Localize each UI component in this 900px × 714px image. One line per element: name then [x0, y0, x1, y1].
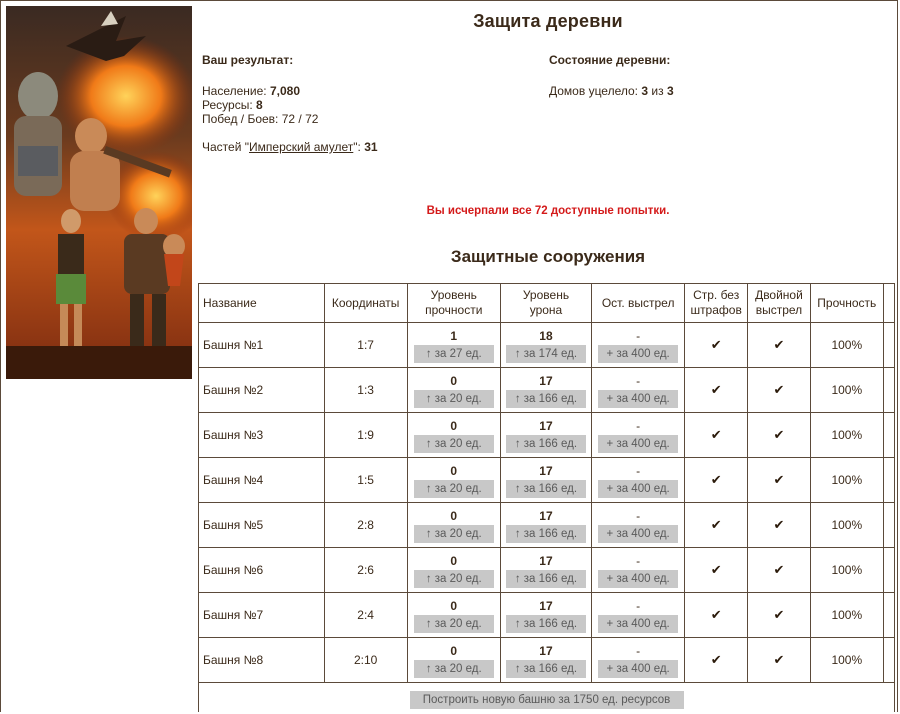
tower-no-penalty-cell [685, 638, 748, 683]
checkmark-icon: ✔ [773, 562, 785, 577]
col-spacer [883, 284, 894, 323]
village-panel [549, 53, 869, 98]
main-content [198, 1, 898, 706]
resources-value: 8 [256, 98, 263, 112]
amulet-suffix: ": [353, 140, 361, 154]
col-strength: Прочность [810, 284, 883, 323]
tower-durability-cell [407, 323, 500, 368]
buy-last-shot-button[interactable]: + за 400 ед. [598, 615, 678, 633]
checkmark-icon: ✔ [710, 337, 722, 352]
stats-section [198, 35, 898, 185]
tower-durability-cell [407, 593, 500, 638]
checkmark-icon: ✔ [773, 382, 785, 397]
tower-last-shot-cell [592, 593, 685, 638]
row-spacer [883, 638, 894, 683]
tower-last-shot-value: - [636, 553, 641, 568]
col-durability-1: Уровень [430, 288, 477, 302]
result-panel [202, 53, 522, 154]
tower-damage-level: 17 [539, 553, 553, 568]
tower-durability-cell [407, 368, 500, 413]
col-damage [500, 284, 591, 323]
buy-last-shot-button[interactable]: + за 400 ед. [598, 660, 678, 678]
checkmark-icon: ✔ [710, 652, 722, 667]
tower-strength: 100% [810, 323, 883, 368]
upgrade-damage-button[interactable]: ↑ за 166 ед. [506, 480, 586, 498]
upgrade-damage-button[interactable]: ↑ за 166 ед. [506, 435, 586, 453]
tower-last-shot-value: - [636, 643, 641, 658]
tower-coords: 2:8 [324, 503, 407, 548]
attempts-warning: Вы исчерпали все 72 доступные попытки. [426, 205, 670, 217]
tower-last-shot-value: - [636, 418, 641, 433]
warriors-artwork [6, 6, 192, 379]
tower-no-penalty-cell [685, 413, 748, 458]
tower-damage-cell [500, 323, 591, 368]
upgrade-durability-button[interactable]: ↑ за 20 ед. [414, 480, 494, 498]
tower-coords: 1:5 [324, 458, 407, 503]
wins-label: Побед / Боев: [202, 112, 279, 126]
tower-durability-cell [407, 503, 500, 548]
tower-strength: 100% [810, 593, 883, 638]
upgrade-damage-button[interactable]: ↑ за 166 ед. [506, 390, 586, 408]
row-spacer [883, 323, 894, 368]
col-durability [407, 284, 500, 323]
col-damage-1: Уровень [522, 288, 570, 302]
checkmark-icon: ✔ [773, 652, 785, 667]
result-header: Ваш результат: [202, 53, 294, 67]
checkmark-icon: ✔ [710, 427, 722, 442]
tower-last-shot-value: - [636, 463, 641, 478]
tower-durability-cell [407, 413, 500, 458]
buy-last-shot-button[interactable]: + за 400 ед. [598, 480, 678, 498]
col-double-shot-1: Двойной [755, 288, 803, 302]
tower-name: Башня №6 [199, 548, 325, 593]
build-cell [199, 683, 895, 713]
page-title: Защита деревни [473, 11, 623, 31]
tower-strength: 100% [810, 548, 883, 593]
tower-double-shot-cell [748, 323, 811, 368]
col-durability-2: прочности [425, 303, 483, 317]
upgrade-durability-button[interactable]: ↑ за 20 ед. [414, 615, 494, 633]
tower-no-penalty-cell [685, 368, 748, 413]
houses-sep: из [651, 84, 664, 98]
amulet-prefix: Частей " [202, 140, 250, 154]
upgrade-durability-button[interactable]: ↑ за 20 ед. [414, 390, 494, 408]
buy-last-shot-button[interactable]: + за 400 ед. [598, 390, 678, 408]
upgrade-durability-button[interactable]: ↑ за 27 ед. [414, 345, 494, 363]
col-no-penalty-1: Стр. без [693, 288, 740, 302]
amulet-parts-line [202, 140, 522, 154]
tower-double-shot-cell [748, 638, 811, 683]
col-no-penalty-2: штрафов [690, 303, 742, 317]
tower-durability-level: 0 [450, 553, 458, 568]
col-double-shot [748, 284, 811, 323]
checkmark-icon: ✔ [710, 562, 722, 577]
houses-line [549, 84, 869, 98]
checkmark-icon: ✔ [710, 517, 722, 532]
row-spacer [883, 458, 894, 503]
tower-last-shot-value: - [636, 508, 641, 523]
tower-last-shot-value: - [636, 598, 641, 613]
tower-damage-cell [500, 548, 591, 593]
row-spacer [883, 368, 894, 413]
tower-strength: 100% [810, 458, 883, 503]
tower-no-penalty-cell [685, 458, 748, 503]
tower-durability-cell [407, 548, 500, 593]
tower-name: Башня №2 [199, 368, 325, 413]
tower-last-shot-cell [592, 548, 685, 593]
tower-strength: 100% [810, 503, 883, 548]
row-spacer [883, 413, 894, 458]
tower-last-shot-cell [592, 413, 685, 458]
tower-coords: 2:6 [324, 548, 407, 593]
checkmark-icon: ✔ [773, 472, 785, 487]
tower-double-shot-cell [748, 548, 811, 593]
tower-strength: 100% [810, 368, 883, 413]
row-spacer [883, 548, 894, 593]
upgrade-damage-button[interactable]: ↑ за 166 ед. [506, 660, 586, 678]
tower-coords: 2:4 [324, 593, 407, 638]
tower-damage-level: 18 [539, 328, 553, 343]
table-row [199, 323, 895, 368]
tower-durability-level: 1 [450, 328, 458, 343]
tower-durability-level: 0 [450, 373, 458, 388]
towers-body [199, 323, 895, 683]
tower-coords: 2:10 [324, 638, 407, 683]
build-row [199, 683, 895, 713]
table-row [199, 458, 895, 503]
table-row [199, 593, 895, 638]
tower-durability-level: 0 [450, 643, 458, 658]
row-spacer [883, 593, 894, 638]
tower-last-shot-cell [592, 368, 685, 413]
col-coords: Координаты [324, 284, 407, 323]
houses-total: 3 [666, 84, 674, 98]
upgrade-damage-button[interactable]: ↑ за 166 ед. [506, 525, 586, 543]
table-header-row [199, 284, 895, 323]
tower-damage-cell [500, 413, 591, 458]
tower-no-penalty-cell [685, 548, 748, 593]
upgrade-durability-button[interactable]: ↑ за 20 ед. [414, 435, 494, 453]
checkmark-icon: ✔ [773, 427, 785, 442]
upgrade-damage-button[interactable]: ↑ за 166 ед. [506, 615, 586, 633]
row-spacer [883, 503, 894, 548]
buy-last-shot-button[interactable]: + за 400 ед. [598, 345, 678, 363]
tower-name: Башня №8 [199, 638, 325, 683]
tower-damage-level: 17 [539, 373, 553, 388]
col-double-shot-2: выстрел [755, 303, 803, 317]
tower-coords: 1:9 [324, 413, 407, 458]
tower-name: Башня №4 [199, 458, 325, 503]
tower-strength: 100% [810, 413, 883, 458]
upgrade-durability-button[interactable]: ↑ за 20 ед. [414, 660, 494, 678]
wins-line [202, 112, 522, 126]
tower-durability-level: 0 [450, 598, 458, 613]
tower-double-shot-cell [748, 368, 811, 413]
table-row [199, 413, 895, 458]
tower-durability-level: 0 [450, 508, 458, 523]
tower-damage-level: 17 [539, 463, 553, 478]
upgrade-damage-button[interactable]: ↑ за 166 ед. [506, 570, 586, 588]
tower-name: Башня №3 [199, 413, 325, 458]
tower-name: Башня №5 [199, 503, 325, 548]
col-last-shot: Ост. выстрел [592, 284, 685, 323]
buy-last-shot-button[interactable]: + за 400 ед. [598, 435, 678, 453]
tower-strength: 100% [810, 638, 883, 683]
tower-name: Башня №1 [199, 323, 325, 368]
tower-no-penalty-cell [685, 593, 748, 638]
table-row [199, 368, 895, 413]
village-header: Состояние деревни: [549, 53, 671, 67]
tower-last-shot-cell [592, 323, 685, 368]
houses-alive: 3 [641, 84, 649, 98]
tower-durability-level: 0 [450, 463, 458, 478]
tower-damage-level: 17 [539, 508, 553, 523]
tower-damage-cell [500, 458, 591, 503]
tower-last-shot-value: - [636, 328, 641, 343]
population-value: 7,080 [269, 84, 301, 98]
tower-no-penalty-cell [685, 503, 748, 548]
upgrade-damage-button[interactable]: ↑ за 174 ед. [506, 345, 586, 363]
tower-damage-cell [500, 368, 591, 413]
tower-coords: 1:3 [324, 368, 407, 413]
tower-no-penalty-cell [685, 323, 748, 368]
resources-line [202, 98, 522, 112]
table-row [199, 638, 895, 683]
tower-damage-level: 17 [539, 418, 553, 433]
checkmark-icon: ✔ [773, 607, 785, 622]
checkmark-icon: ✔ [710, 472, 722, 487]
checkmark-icon: ✔ [773, 337, 785, 352]
tower-coords: 1:7 [324, 323, 407, 368]
tower-name: Башня №7 [199, 593, 325, 638]
buy-last-shot-button[interactable]: + за 400 ед. [598, 525, 678, 543]
tower-last-shot-cell [592, 638, 685, 683]
tower-last-shot-value: - [636, 373, 641, 388]
population-line [202, 84, 522, 98]
population-label: Население: [202, 84, 267, 98]
checkmark-icon: ✔ [710, 607, 722, 622]
wins-value: 72 / 72 [281, 112, 319, 126]
build-tower-button[interactable]: Построить новую башню за 1750 ед. ресурсов [410, 691, 684, 709]
tower-damage-level: 17 [539, 643, 553, 658]
tower-durability-level: 0 [450, 418, 458, 433]
tower-durability-cell [407, 458, 500, 503]
col-name: Название [199, 284, 325, 323]
tower-damage-cell [500, 638, 591, 683]
towers-table [198, 283, 895, 712]
tower-double-shot-cell [748, 503, 811, 548]
tower-damage-cell [500, 503, 591, 548]
tower-double-shot-cell [748, 413, 811, 458]
tower-durability-cell [407, 638, 500, 683]
tower-damage-level: 17 [539, 598, 553, 613]
upgrade-durability-button[interactable]: ↑ за 20 ед. [414, 525, 494, 543]
tower-damage-cell [500, 593, 591, 638]
table-row [199, 503, 895, 548]
col-damage-2: урона [529, 303, 563, 317]
houses-label: Домов уцелело: [549, 84, 639, 98]
amulet-link[interactable]: Имперский амулет [249, 140, 354, 154]
checkmark-icon: ✔ [710, 382, 722, 397]
tower-last-shot-cell [592, 503, 685, 548]
tower-double-shot-cell [748, 593, 811, 638]
col-no-penalty [685, 284, 748, 323]
amulet-parts-value: 31 [364, 140, 378, 154]
defense-title: Защитные сооружения [450, 247, 646, 266]
tower-last-shot-cell [592, 458, 685, 503]
upgrade-durability-button[interactable]: ↑ за 20 ед. [414, 570, 494, 588]
checkmark-icon: ✔ [773, 517, 785, 532]
tower-double-shot-cell [748, 458, 811, 503]
table-row [199, 548, 895, 593]
buy-last-shot-button[interactable]: + за 400 ед. [598, 570, 678, 588]
resources-label: Ресурсы: [202, 98, 253, 112]
